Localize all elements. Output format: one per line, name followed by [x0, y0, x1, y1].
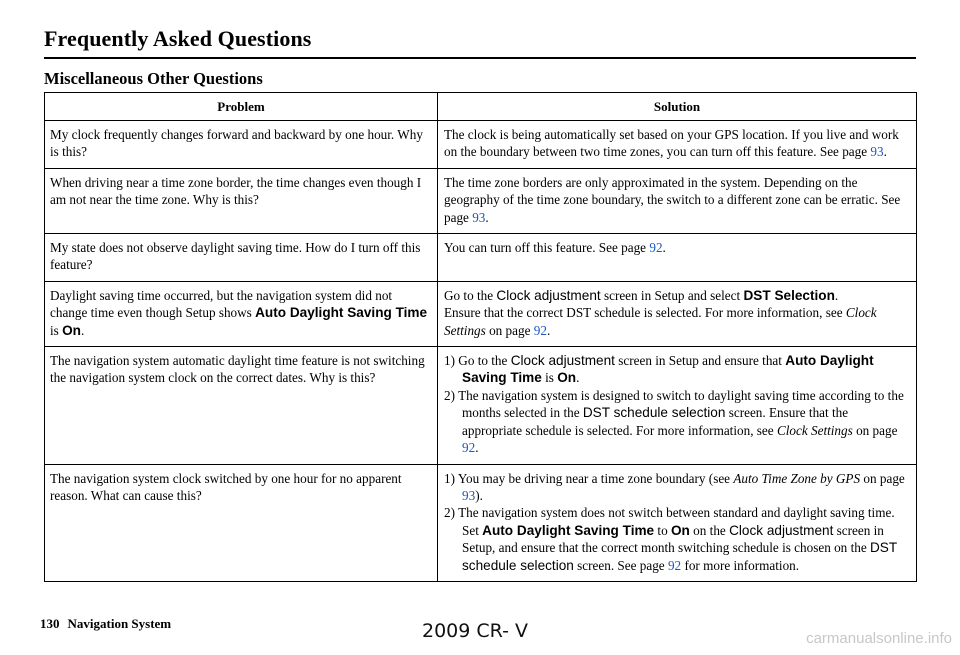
table-row	[45, 168, 917, 233]
problem-text: The navigation system automatic daylight time feature is not switching the navigation system clock on the correct dates. Why is this?	[50, 353, 425, 386]
page-number: 130	[40, 616, 60, 631]
section-title: Miscellaneous Other Questions	[44, 69, 263, 88]
page-link[interactable]: 93	[870, 144, 884, 160]
ui-screen-label: Clock adjustment	[496, 287, 601, 303]
ui-screen-label: Clock adjustment	[510, 353, 615, 369]
ui-screen-label: DST schedule selection	[462, 540, 897, 573]
solution-text: screen. Ensure that the appropriate schedule is selected. For more information, see	[462, 405, 849, 438]
faq-table	[44, 92, 917, 582]
solution-cell	[438, 347, 917, 464]
solution-cell: The time zone borders are only approximated in the system. Depending on the geography of the time zone boundary, the switch to a different zone can be erratic. See page 93.	[438, 168, 917, 233]
ui-value-label: On	[557, 370, 577, 386]
page-title: Frequently Asked Questions	[44, 26, 312, 51]
table-header-row	[45, 93, 917, 121]
problem-text: My clock frequently changes forward and backward by one hour. Why is this?	[50, 127, 423, 160]
ui-setting-label: DST Selection	[743, 287, 835, 303]
step-number: 1)	[444, 470, 455, 486]
ui-setting-label: Auto Daylight Saving Time	[255, 305, 428, 321]
page-link[interactable]: 92	[649, 240, 663, 256]
problem-text: Daylight saving time occurred, but the navigation system did not change time even though Setup shows	[50, 287, 393, 321]
problem-cell	[45, 234, 438, 282]
solution-cell: The clock is being automatically set based on your GPS location. If you live and work on the boundary between two time zones, you can turn off this feature. See page 93.	[438, 121, 917, 169]
ui-value-label: On	[670, 522, 690, 538]
ui-screen-label: Clock adjustment	[729, 522, 834, 538]
solution-text: for more information.	[681, 557, 800, 573]
table-row	[45, 121, 917, 169]
solution-step: 1) Go to the Clock adjustment screen in Setup and ensure that Auto Daylight Saving Time is On.	[444, 353, 874, 386]
problem-text: My state does not observe daylight saving time. How do I turn off this feature?	[50, 240, 421, 273]
step-number: 2)	[444, 505, 455, 521]
ui-setting-label: Auto Daylight Saving Time	[482, 522, 655, 538]
problem-cell	[45, 168, 438, 233]
solution-text: on page	[485, 322, 534, 338]
solution-text: Ensure that the correct DST schedule is selected. For more information, see	[444, 305, 846, 321]
step-number: 1)	[444, 353, 455, 369]
page-link[interactable]: 93	[462, 487, 476, 503]
solution-text: The clock is being automatically set based on your GPS location. If you live and work on the boundary between two time zones, you can turn off this feature. See page	[444, 127, 899, 160]
solution-cell: You can turn off this feature. See page 92.	[438, 234, 917, 282]
solution-step	[444, 470, 910, 505]
solution-text: Go to the	[444, 287, 497, 303]
solution-text: screen in Setup and select	[600, 287, 744, 303]
solution-text: to	[654, 522, 671, 538]
solution-text: Go to the	[458, 353, 511, 369]
ui-screen-label: DST schedule selection	[582, 405, 726, 421]
step-number: 2)	[444, 387, 455, 403]
table-row	[45, 281, 917, 346]
column-header-problem: Problem	[45, 93, 438, 121]
table-row	[45, 234, 917, 282]
problem-text: is	[50, 322, 63, 338]
problem-cell	[45, 121, 438, 169]
page-footer	[40, 616, 171, 632]
section-reference: Auto Time Zone by GPS	[733, 470, 861, 486]
solution-text: is	[541, 370, 558, 386]
solution-cell	[438, 464, 917, 581]
page-link[interactable]: 93	[472, 209, 486, 225]
solution-text: ).	[475, 487, 483, 503]
solution-text: You may be driving near a time zone boundary (see	[457, 470, 734, 486]
solution-text: on page	[852, 422, 898, 438]
book-title: Navigation System	[67, 616, 172, 631]
solution-text: screen in Setup and ensure that	[614, 353, 786, 369]
section-reference: Clock Settings	[776, 422, 853, 438]
solution-text: screen. See page	[573, 557, 668, 573]
solution-step: 2) The navigation system is designed to switch to daylight saving time according to the months selected in the DST schedule selection screen. Ensure that the appropriate schedule is selected. For more information, see Clock Settings on page 92.	[444, 387, 904, 456]
solution-text: on the	[689, 522, 730, 538]
problem-cell: Daylight saving time occurred, but the navigation system did not change time even though Setup shows Auto Daylight Saving Time is On.	[45, 281, 438, 346]
model-label: 2009 CR- V	[422, 620, 528, 642]
problem-cell	[45, 347, 438, 464]
solution-text: The navigation system does not switch between standard and daylight saving time. Set	[458, 505, 895, 538]
solution-text: on page	[860, 470, 905, 486]
problem-text: The navigation system clock switched by one hour for no apparent reason. What can cause this?	[50, 470, 402, 503]
solution-cell: Go to the Clock adjustment screen in Setup and select DST Selection. Ensure that the correct DST schedule is selected. For more information, see Clock Settings on page 92.	[438, 281, 917, 346]
title-rule	[44, 57, 916, 59]
problem-cell	[45, 464, 438, 581]
ui-setting-label: Auto Daylight Saving Time	[462, 353, 874, 386]
solution-text: The time zone borders are only approximated in the system. Depending on the geography of the time zone boundary, the switch to a different zone can be erratic. See page	[444, 174, 901, 225]
section-reference: Clock Settings	[444, 305, 877, 338]
solution-text: screen in Setup, and ensure that the correct month switching schedule is chosen on the	[462, 522, 884, 556]
solution-step	[444, 504, 910, 574]
table-row	[45, 464, 917, 581]
page-link[interactable]: 92	[667, 557, 682, 573]
table-row	[45, 347, 917, 464]
watermark: carmanualsonline.info	[806, 630, 952, 647]
solution-text: You can turn off this feature. See page	[444, 240, 650, 256]
column-header-solution: Solution	[438, 93, 917, 121]
problem-text: When driving near a time zone border, the time changes even though I am not near the time zone. Why is this?	[50, 174, 422, 208]
page-link[interactable]: 92	[462, 440, 476, 456]
ui-value-label: On	[62, 322, 81, 338]
page-link[interactable]: 92	[533, 322, 547, 338]
solution-text: The navigation system is designed to switch to daylight saving time according to the months selected in the	[458, 387, 904, 421]
